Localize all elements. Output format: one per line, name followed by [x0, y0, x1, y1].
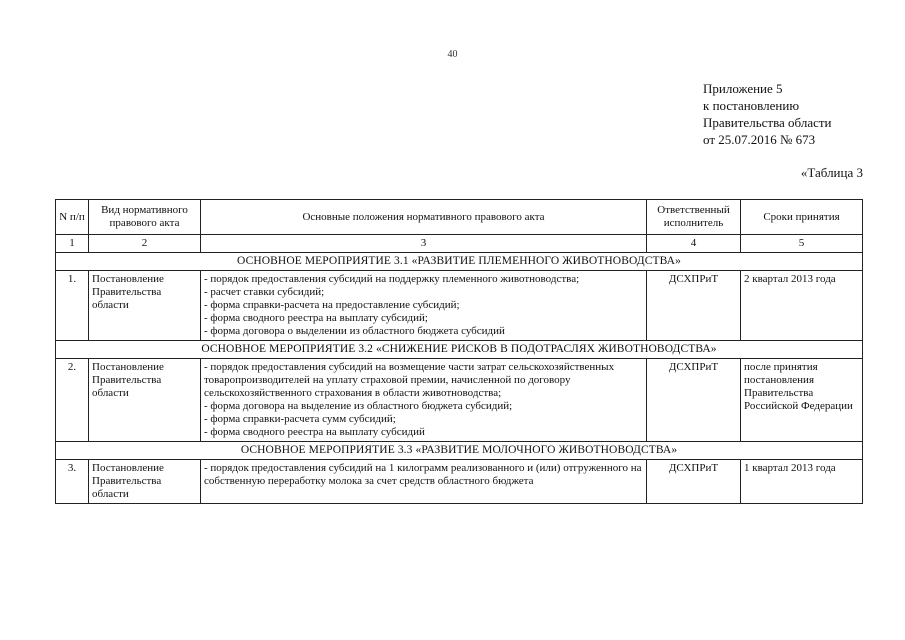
section-row: [56, 341, 863, 359]
adoption-term: 1 квартал 2013 года: [741, 460, 863, 504]
provision-item: - порядок предоставления субсидий на поддержку племенного животноводства;: [204, 273, 580, 285]
provision-item: - форма сводного реестра на выплату субсидий: [204, 426, 425, 438]
responsible-executor: ДСХПРиТ: [647, 271, 741, 341]
appendix-heading: [703, 80, 832, 148]
provision-item: - расчет ставки субсидий;: [204, 286, 325, 298]
provision-item: - форма справки-расчета на предоставление субсидий;: [204, 299, 460, 311]
header-num: N п/п: [56, 200, 89, 235]
adoption-term: после принятия постановления Правительства Российской Федерации: [741, 359, 863, 442]
header-responsible: Ответственный исполнитель: [647, 200, 741, 235]
column-number: 2: [89, 235, 201, 253]
table-row: [56, 359, 863, 442]
table-caption: «Таблица 3: [800, 165, 863, 180]
section-title: ОСНОВНОЕ МЕРОПРИЯТИЕ 3.2 «СНИЖЕНИЕ РИСКОВ В ПОДОТРАСЛЯХ ЖИВОТНОВОДСТВА»: [56, 341, 863, 359]
provision-item: - форма сводного реестра на выплату субсидий;: [204, 312, 428, 324]
act-kind: Постановление Правительства области: [89, 271, 201, 341]
adoption-term: 2 квартал 2013 года: [741, 271, 863, 341]
appendix-line: Правительства области: [703, 115, 832, 130]
header-term: Сроки принятия: [741, 200, 863, 235]
table-row: [56, 271, 863, 341]
row-number: 1.: [56, 271, 89, 341]
act-kind: Постановление Правительства области: [89, 460, 201, 504]
responsible-executor: ДСХПРиТ: [647, 359, 741, 442]
section-title: ОСНОВНОЕ МЕРОПРИЯТИЕ 3.1 «РАЗВИТИЕ ПЛЕМЕННОГО ЖИВОТНОВОДСТВА»: [56, 253, 863, 271]
provision-item: - порядок предоставления субсидий на 1 килограмм реализованного и (или) отгруженного на собственную переработку молока за счет средств областного бюджета: [204, 462, 642, 487]
regulations-table: [55, 199, 863, 504]
responsible-executor: ДСХПРиТ: [647, 460, 741, 504]
row-number: 3.: [56, 460, 89, 504]
header-kind: Вид нормативного правового акта: [89, 200, 201, 235]
appendix-line: от 25.07.2016 № 673: [703, 132, 816, 147]
column-number: 4: [647, 235, 741, 253]
section-title: ОСНОВНОЕ МЕРОПРИЯТИЕ 3.3 «РАЗВИТИЕ МОЛОЧНОГО ЖИВОТНОВОДСТВА»: [56, 442, 863, 460]
act-provisions: [201, 460, 647, 504]
act-kind: Постановление Правительства области: [89, 359, 201, 442]
column-number: 3: [201, 235, 647, 253]
header-row: [56, 200, 863, 235]
provision-item: - форма договора на выделение из областного бюджета субсидий;: [204, 400, 513, 412]
row-number: 2.: [56, 359, 89, 442]
page-number: 40: [447, 49, 458, 60]
provision-item: - порядок предоставления субсидий на возмещение части затрат сельскохозяйственных товаропроизводителей на уплату страховой премии, начисленной по договору сельскохозяйственного страхования в области животноводства;: [204, 361, 615, 399]
column-number: 1: [56, 235, 89, 253]
appendix-line: Приложение 5: [703, 81, 783, 96]
header-provisions: Основные положения нормативного правового акта: [201, 200, 647, 235]
appendix-line: к постановлению: [703, 98, 800, 113]
section-row: [56, 253, 863, 271]
column-number: 5: [741, 235, 863, 253]
act-provisions: [201, 359, 647, 442]
provision-item: - форма договора о выделении из областного бюджета субсидий: [204, 325, 505, 337]
provision-item: - форма справки-расчета сумм субсидий;: [204, 413, 396, 425]
column-number-row: [56, 235, 863, 253]
table-row: [56, 460, 863, 504]
section-row: [56, 442, 863, 460]
act-provisions: [201, 271, 647, 341]
